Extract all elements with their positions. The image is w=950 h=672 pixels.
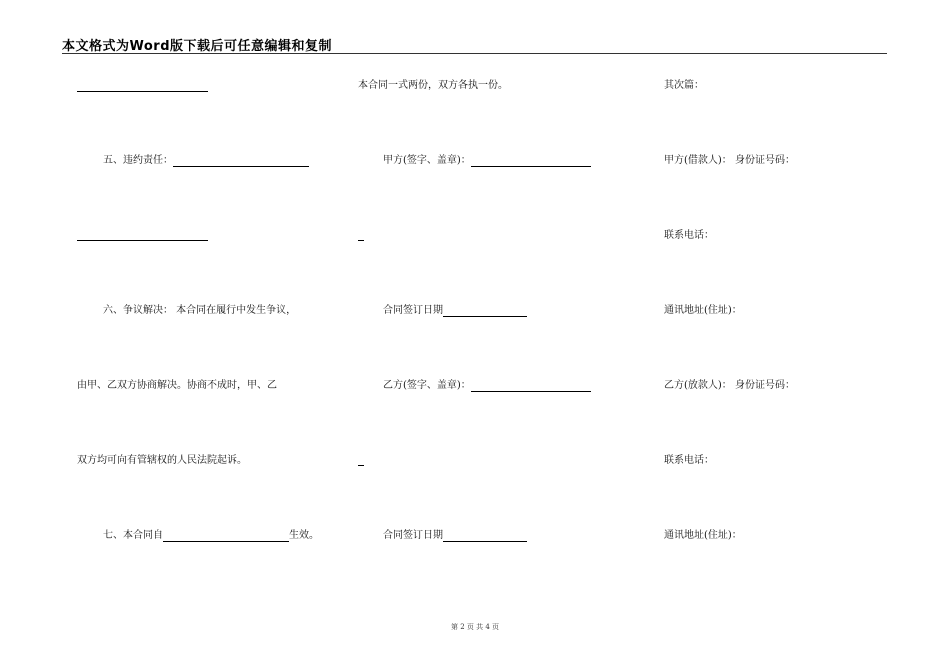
party-b-signature-item bbox=[383, 380, 591, 392]
second-part-heading: 其次篇： bbox=[664, 80, 704, 91]
party-b-signature-label: 乙方(签字、盖章)： bbox=[383, 380, 471, 391]
breach-liability-blank bbox=[173, 156, 309, 167]
blank-line-top bbox=[77, 91, 208, 92]
page-number: 第 2 页 共 4 页 bbox=[450, 623, 500, 631]
dash-mark-2 bbox=[358, 465, 364, 466]
sign-date-label-2: 合同签订日期 bbox=[383, 530, 443, 541]
party-a-signature-item bbox=[383, 155, 591, 167]
effective-date-suffix: 生效。 bbox=[289, 530, 319, 541]
sign-date-blank-2 bbox=[443, 531, 527, 542]
dash-mark-1 bbox=[358, 240, 364, 241]
lender-id-label: 乙方(放款人)： 身份证号码： bbox=[664, 380, 795, 391]
breach-liability-label: 五、违约责任： bbox=[103, 155, 173, 166]
blank-line-middle bbox=[77, 240, 208, 241]
sign-date-item-1 bbox=[383, 305, 527, 317]
dispute-resolution-line-2: 由甲、乙双方协商解决。协商不成时，甲、乙 bbox=[77, 380, 277, 391]
effective-date-item bbox=[103, 530, 319, 542]
phone-label-2: 联系电话： bbox=[664, 455, 714, 466]
copies-statement: 本合同一式两份，双方各执一份。 bbox=[358, 80, 508, 91]
borrower-id-label: 甲方(借款人)： 身份证号码： bbox=[664, 155, 795, 166]
dispute-resolution-line-3: 双方均可向有管辖权的人民法院起诉。 bbox=[77, 455, 247, 466]
breach-liability-item bbox=[103, 155, 309, 167]
effective-date-prefix: 七、本合同自 bbox=[103, 530, 163, 541]
phone-label-1: 联系电话： bbox=[664, 230, 714, 241]
party-a-signature-blank bbox=[471, 156, 591, 167]
sign-date-item-2 bbox=[383, 530, 527, 542]
party-b-signature-blank bbox=[471, 381, 591, 392]
sign-date-blank-1 bbox=[443, 306, 527, 317]
header-divider bbox=[62, 53, 887, 54]
sign-date-label-1: 合同签订日期 bbox=[383, 305, 443, 316]
address-label-1: 通讯地址(住址)： bbox=[664, 305, 742, 316]
document-header-title: 本文格式为Word版下载后可任意编辑和复制 bbox=[62, 39, 333, 54]
address-label-2: 通讯地址(住址)： bbox=[664, 530, 742, 541]
effective-date-blank bbox=[163, 531, 289, 542]
dispute-resolution-line-1: 六、争议解决： 本合同在履行中发生争议， bbox=[103, 305, 297, 316]
party-a-signature-label: 甲方(签字、盖章)： bbox=[383, 155, 471, 166]
